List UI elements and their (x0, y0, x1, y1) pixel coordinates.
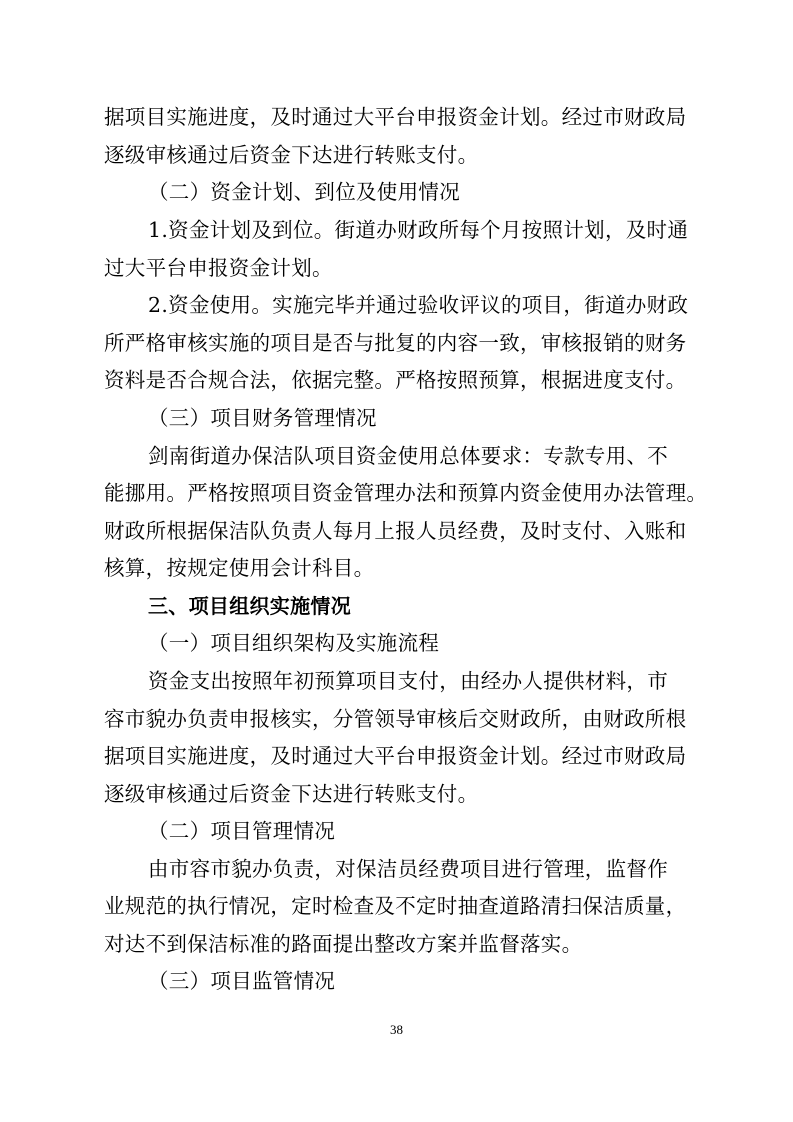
subsection-heading: （二）项目管理情况 (148, 819, 336, 843)
body-text-line: 据项目实施进度，及时通过大平台申报资金计划。经过市财政局 (104, 105, 687, 129)
body-text-line: 对达不到保洁标准的路面提出整改方案并监督落实。 (104, 932, 583, 956)
body-text-line: 业规范的执行情况，定时检查及不定时抽查道路清扫保洁质量， (104, 894, 687, 918)
body-text-line: 能挪用。严格按照项目资金管理办法和预算内资金使用办法管理。 (104, 481, 708, 505)
body-text-line: 财政所根据保洁队负责人每月上报人员经费，及时支付、入账和 (104, 519, 687, 543)
subsection-heading: （三）项目财务管理情况 (148, 406, 377, 430)
subsection-heading: （二）资金计划、到位及使用情况 (148, 180, 460, 204)
section-heading: 三、项目组织实施情况 (148, 594, 351, 618)
body-text-line: 所严格审核实施的项目是否与批复的内容一致，审核报销的财务 (104, 331, 687, 355)
body-text-line: 由市容市貌办负责，对保洁员经费项目进行管理，监督作 (148, 857, 668, 881)
body-text-line: 逐级审核通过后资金下达进行转账支付。 (104, 143, 479, 167)
body-text-line: 核算，按规定使用会计科目。 (104, 556, 375, 580)
body-text-line: 剑南街道办保洁队项目资金使用总体要求：专款专用、不 (148, 444, 668, 468)
body-text-line: 过大平台申报资金计划。 (104, 256, 333, 280)
body-text-line: 2.资金使用。实施完毕并通过验收评议的项目，街道办财政 (148, 293, 689, 317)
body-text-line: 1.资金计划及到位。街道办财政所每个月按照计划，及时通 (148, 218, 689, 242)
body-text-line: 据项目实施进度，及时通过大平台申报资金计划。经过市财政局 (104, 744, 687, 768)
body-text-line: 容市貌办负责申报核实，分管领导审核后交财政所，由财政所根 (104, 707, 687, 731)
page-number: 38 (390, 1022, 403, 1037)
body-text-line: 逐级审核通过后资金下达进行转账支付。 (104, 782, 479, 806)
body-text-line: 资金支出按照年初预算项目支付，由经办人提供材料，市 (148, 669, 668, 693)
subsection-heading: （一）项目组织架构及实施流程 (148, 631, 440, 655)
subsection-heading: （三）项目监管情况 (148, 969, 336, 993)
body-text-line: 资料是否合规合法，依据完整。严格按照预算，根据进度支付。 (104, 368, 687, 392)
